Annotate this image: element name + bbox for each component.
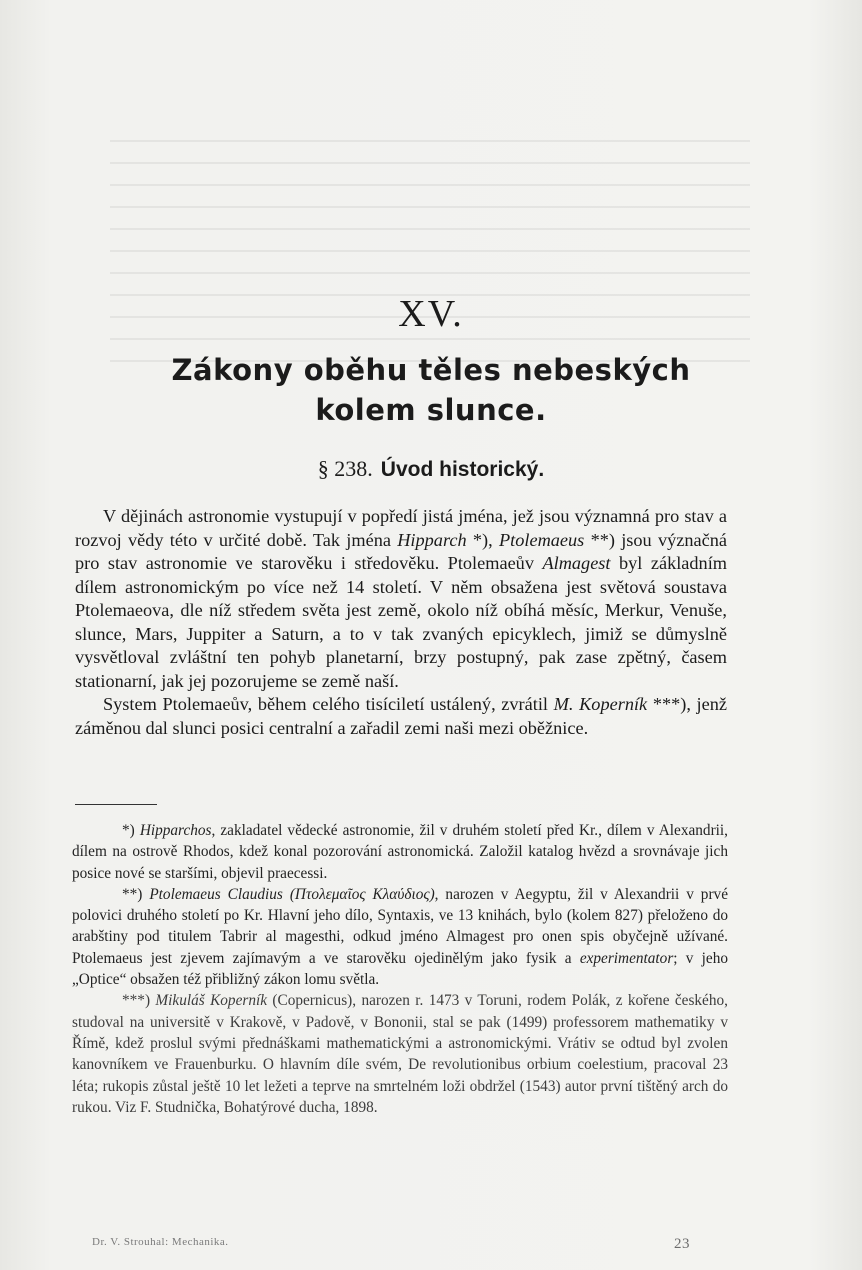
chapter-title-line-1: Zákony oběhu těles nebeských <box>171 353 691 387</box>
footnote-separator <box>75 804 157 805</box>
person-name: Hipparch <box>397 529 467 550</box>
person-name: Mikuláš Koperník <box>155 992 268 1010</box>
footnote-ref: *), <box>466 529 499 550</box>
footnote-mark: **) <box>122 885 150 903</box>
body-text <box>75 505 727 740</box>
page-number: 23 <box>674 1236 690 1252</box>
signature-mark: Dr. V. Strouhal: Mechanika. <box>92 1236 229 1248</box>
person-name: Hipparchos <box>139 822 212 839</box>
section-number: § 238. <box>317 456 373 481</box>
footnotes <box>72 820 728 1118</box>
person-name: Ptolemaeus <box>499 529 585 550</box>
page-footer <box>92 1236 690 1253</box>
text-run: ***), jenž záměnou dal slunci posici centralní a zařadil zemi naši mezi oběžnice. <box>75 694 727 738</box>
footnote-1 <box>72 820 728 884</box>
paragraph <box>75 693 727 740</box>
bleed-through-text <box>110 120 750 380</box>
chapter-title <box>0 350 862 430</box>
work-title: Almagest <box>542 553 611 573</box>
section-heading <box>0 456 862 482</box>
text-run: byl základním dílem astronomickým po více než 14 století. V něm obsažena jest světová soustava Ptolemaeova, dle níž středem světa jest země, okolo níž obíhá měsíc, Merkur, Venuše, slunce, Mars, Juppiter a Saturn, a to v tak zvaných epicyklech, jimiž se důmyslně vysvětloval zvláštní ten pohyb planetarní, brzy postupný, pak zase zpětný, časem stationarní, jak jej pozorujeme se země naší. <box>75 553 727 691</box>
text-run: V dějinách astronomie vystupují v popředí jistá jména, jež jsou významná pro stav a rozvoj vědy této v určité době. Tak jména <box>75 506 727 550</box>
footnote-text: (Copernicus), narozen r. 1473 v Toruni, rodem Polák, z kořene českého, studoval na universitě v Krakově, v Padově, v Bononii, stal se pak (1499) professorem mathematiky v Římě, kdež proslul svými přednáškami mathematickými a astronomickými. Vrátiv se odtud byl zvolen kanovníkem ve Frauenburku. O hlavním díle svém, De revolutionibus orbium coelestium, pracoval 23 léta; rukopis zůstal ještě 10 let ležeti a teprve na smrtelném loži obdržel (1543) autor první tištěný arch do rukou. Viz F. Studnička, Bohatýrové ducha, 1898. <box>72 992 728 1116</box>
section-title: Úvod historický. <box>380 458 545 481</box>
text-run: System Ptolemaeův, během celého tisíciletí ustálený, zvrátil <box>103 694 554 714</box>
person-name: Ptolemaeus Claudius <box>149 885 283 903</box>
footnote-mark: ***) <box>122 992 156 1010</box>
chapter-title-line-2: kolem slunce. <box>315 393 547 427</box>
greek-name: (Πτολεμαῖος Κλαύδιος) <box>282 885 435 903</box>
chapter-number: XV. <box>398 293 464 335</box>
text-run: **) jsou význačná pro stav astronomie ve starověku i středověku. Ptolemaeův <box>75 529 727 573</box>
footnote-mark: *) <box>122 822 140 839</box>
footnote-2 <box>72 884 728 990</box>
emphasis: experimentator <box>579 949 674 967</box>
paragraph <box>75 505 727 693</box>
footnote-3 <box>72 990 728 1118</box>
person-name: M. Koperník <box>553 694 648 714</box>
footnote-text: ; v jeho „Optice“ obsažen též přibližný zákon lomu světla. <box>72 949 729 989</box>
footnote-text: , narozen v Aegyptu, žil v Alexandrii v prvé polovici druhého století po Kr. Hlavní jeho dílo, Syntaxis, ve 13 knihách, bylo (kolem 827) přeloženo do arabštiny pod titulem Tabrir al magesthi, odkud jméno Almagest pro onen spis obyčejně užívané. Ptolemaeus jest zjevem zajímavým a ve starověku ojedinělým jako fysik a <box>72 885 728 967</box>
footnote-text: , zakladatel vědecké astronomie, žil v druhém století před Kr., dílem v Alexandrii, dílem na ostrově Rhodos, kdež konal pozorování astronomická. Založil katalog hvězd a srovnávaje jich posice nové se staršími, objevil praecessi. <box>72 822 728 882</box>
